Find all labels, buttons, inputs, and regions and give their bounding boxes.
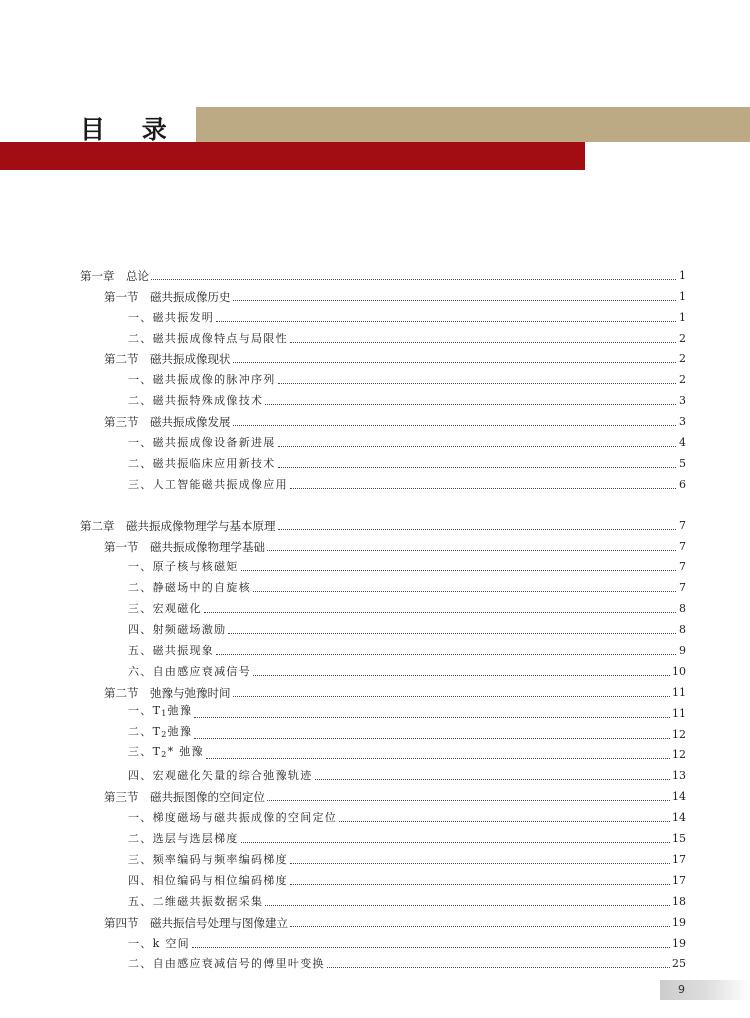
toc-label: 一、磁共振发明 [128, 310, 215, 324]
toc-subsection[interactable] [80, 450, 686, 471]
header-red-bar [0, 142, 585, 170]
toc-subsection[interactable] [80, 700, 686, 721]
toc-subsection[interactable] [80, 930, 686, 951]
toc-label: 第一节 磁共振成像历史 [104, 289, 231, 304]
toc-leader-dots [290, 342, 676, 343]
toc-subsection[interactable] [80, 595, 686, 616]
toc-label: 第三节 磁共振图像的空间定位 [104, 790, 265, 805]
toc-label: 一、磁共振成像设备新进展 [128, 436, 276, 450]
toc-page-number: 4 [679, 436, 686, 450]
toc-leader-dots [267, 550, 676, 551]
toc-label: 一、原子核与核磁矩 [128, 560, 239, 574]
toc-leader-dots [278, 529, 677, 530]
table-of-contents [80, 262, 686, 971]
toc-label: 第一节 磁共振成像物理学基础 [104, 539, 265, 554]
toc-page-number: 6 [679, 477, 686, 491]
header-tan-bar [196, 107, 750, 142]
toc-leader-dots [253, 675, 670, 676]
toc-subsection[interactable] [80, 471, 686, 492]
toc-page-number: 11 [672, 706, 686, 720]
toc-page-number: 13 [672, 769, 686, 783]
toc-subsection[interactable] [80, 366, 686, 387]
toc-leader-dots [151, 279, 676, 280]
toc-label: 一、$T_1$弛豫 [128, 703, 193, 718]
toc-spacer [80, 492, 686, 512]
toc-page-number: 2 [679, 373, 686, 387]
toc-label: 第三节 磁共振成像发展 [104, 415, 231, 430]
toc-subsection[interactable] [80, 721, 686, 742]
toc-leader-dots [278, 383, 676, 384]
toc-label: 四、相位编码与相位编码梯度 [128, 873, 288, 887]
toc-subsection[interactable] [80, 804, 686, 825]
toc-leader-dots [241, 570, 676, 571]
toc-subsection[interactable] [80, 867, 686, 888]
toc-page-number: 7 [679, 560, 686, 574]
toc-page-number: 14 [672, 811, 686, 825]
toc-leader-dots [265, 905, 670, 906]
toc-chapter[interactable] [80, 262, 686, 283]
page-number: 9 [678, 983, 685, 996]
toc-page-number: 7 [679, 539, 686, 553]
toc-label: 二、选层与选层梯度 [128, 832, 239, 846]
toc-page-number: 8 [679, 602, 686, 616]
toc-page-number: 12 [672, 748, 686, 762]
toc-subsection[interactable] [80, 387, 686, 408]
toc-label: 四、射频磁场激励 [128, 623, 227, 637]
toc-label: 五、二维磁共振数据采集 [128, 894, 264, 908]
toc-label: 五、磁共振现象 [128, 644, 215, 658]
toc-leader-dots [290, 863, 670, 864]
toc-page-number: 5 [679, 456, 686, 470]
toc-leader-dots [267, 800, 670, 801]
toc-label: 三、频率编码与频率编码梯度 [128, 852, 288, 866]
toc-label: 二、磁共振特殊成像技术 [128, 394, 264, 408]
toc-leader-dots [233, 300, 677, 301]
page-title: 目 录 [80, 115, 181, 144]
toc-label: 三、$T_2*$ 弛豫 [128, 745, 204, 760]
toc-page-number: 15 [672, 832, 686, 846]
toc-leader-dots [216, 321, 676, 322]
toc-label: 六、自由感应衰减信号 [128, 664, 251, 678]
toc-leader-dots [278, 467, 676, 468]
toc-label: 三、人工智能磁共振成像应用 [128, 477, 288, 491]
toc-leader-dots [290, 884, 670, 885]
toc-label: 第二节 弛豫与弛豫时间 [104, 685, 231, 700]
toc-leader-dots [290, 926, 670, 927]
toc-label: 一、k 空间 [128, 936, 190, 950]
toc-page-number: 10 [672, 664, 686, 678]
toc-leader-dots [278, 446, 676, 447]
toc-subsection[interactable] [80, 574, 686, 595]
toc-leader-dots [194, 717, 670, 718]
toc-subsection[interactable] [80, 304, 686, 325]
toc-subsection[interactable] [80, 951, 686, 972]
toc-leader-dots [194, 738, 670, 739]
toc-page-number: 19 [672, 915, 686, 929]
toc-label: 一、磁共振成像的脉冲序列 [128, 373, 276, 387]
toc-leader-dots [233, 425, 677, 426]
toc-subsection[interactable] [80, 742, 686, 763]
toc-section[interactable] [80, 346, 686, 367]
toc-page-number: 19 [672, 936, 686, 950]
toc-label: 一、梯度磁场与磁共振成像的空间定位 [128, 811, 338, 825]
toc-page-number: 2 [679, 352, 686, 366]
toc-label: 第二章 磁共振成像物理学与基本原理 [80, 518, 276, 533]
toc-page-number: 25 [672, 957, 686, 971]
toc-subsection[interactable] [80, 554, 686, 575]
toc-subsection[interactable] [80, 825, 686, 846]
toc-leader-dots [315, 779, 671, 780]
toc-label: 二、自由感应衰减信号的傅里叶变换 [128, 957, 325, 971]
toc-section[interactable] [80, 283, 686, 304]
toc-page-number: 1 [679, 310, 686, 324]
toc-page-number: 9 [679, 644, 686, 658]
toc-subsection[interactable] [80, 846, 686, 867]
toc-label: 二、磁共振成像特点与局限性 [128, 331, 288, 345]
toc-label: 二、$T_2$弛豫 [128, 724, 193, 739]
toc-page-number: 2 [679, 331, 686, 345]
toc-label: 四、宏观磁化矢量的综合弛豫轨迹 [128, 769, 313, 783]
toc-leader-dots [216, 654, 676, 655]
toc-leader-dots [192, 947, 670, 948]
toc-subsection[interactable] [80, 637, 686, 658]
toc-leader-dots [290, 488, 676, 489]
toc-leader-dots [265, 404, 676, 405]
toc-section[interactable] [80, 408, 686, 429]
toc-subsection[interactable] [80, 762, 686, 783]
toc-page-number: 7 [679, 581, 686, 595]
toc-page-number: 11 [672, 685, 686, 699]
toc-page-number: 17 [672, 852, 686, 866]
toc-section[interactable] [80, 909, 686, 930]
toc-leader-dots [233, 696, 671, 697]
toc-page-number: 18 [672, 894, 686, 908]
toc-leader-dots [204, 612, 676, 613]
toc-page-number: 1 [679, 268, 686, 282]
toc-leader-dots [228, 633, 676, 634]
toc-leader-dots [339, 821, 670, 822]
toc-leader-dots [206, 758, 670, 759]
toc-page-number: 17 [672, 873, 686, 887]
toc-leader-dots [241, 842, 670, 843]
toc-page-number: 12 [672, 727, 686, 741]
toc-label: 第二节 磁共振成像现状 [104, 352, 231, 367]
toc-page-number: 3 [679, 415, 686, 429]
toc-section[interactable] [80, 783, 686, 804]
toc-subsection[interactable] [80, 888, 686, 909]
toc-label: 第一章 总论 [80, 268, 149, 283]
toc-section[interactable] [80, 533, 686, 554]
toc-section[interactable] [80, 679, 686, 700]
toc-leader-dots [327, 967, 670, 968]
toc-label: 三、宏观磁化 [128, 602, 202, 616]
toc-label: 第四节 磁共振信号处理与图像建立 [104, 915, 288, 930]
toc-page-number: 1 [679, 289, 686, 303]
toc-label: 二、磁共振临床应用新技术 [128, 456, 276, 470]
toc-subsection[interactable] [80, 429, 686, 450]
toc-chapter[interactable] [80, 512, 686, 533]
toc-label: 二、静磁场中的自旋核 [128, 581, 251, 595]
toc-subsection[interactable] [80, 658, 686, 679]
toc-page-number: 14 [672, 790, 686, 804]
toc-page-number: 8 [679, 623, 686, 637]
toc-page-number: 3 [679, 394, 686, 408]
toc-page-number: 7 [679, 518, 686, 532]
toc-leader-dots [233, 362, 677, 363]
toc-subsection[interactable] [80, 616, 686, 637]
toc-leader-dots [253, 591, 676, 592]
toc-subsection[interactable] [80, 325, 686, 346]
page-number-box [660, 980, 750, 1000]
